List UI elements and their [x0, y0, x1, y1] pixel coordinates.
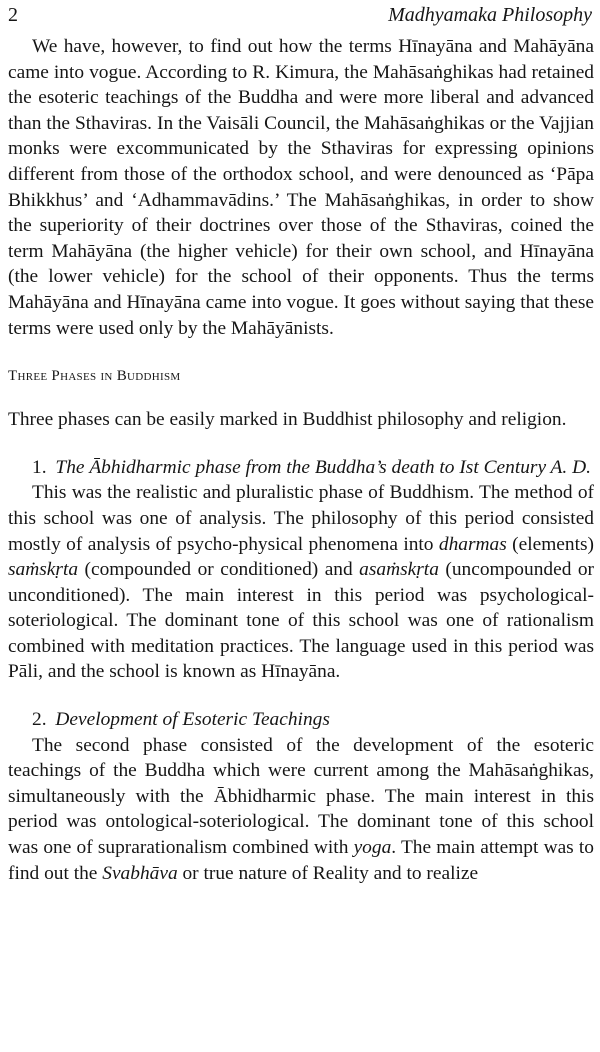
phase-2-heading [8, 707, 594, 733]
term-dharmas: dharmas [438, 533, 507, 555]
phase-2-paragraph [8, 733, 594, 887]
section-heading: Three Phases in Buddhism [8, 368, 181, 385]
term-asamskrta: asaṁskṛta [359, 559, 439, 581]
page-number: 2 [8, 4, 18, 26]
term-svabhava: Svabhāva [102, 862, 178, 884]
term-samskrta: saṁskṛta [8, 559, 79, 581]
phase-1-number: 1. [32, 456, 47, 478]
running-title: Madhyamaka Philosophy [388, 4, 592, 26]
phase-1-text-c: (compounded or conditioned) and [78, 559, 360, 581]
intro-paragraph: We have, however, to find out how the terms Hīnayāna and Mahāyāna came into vogue. According to R. Kimura, the Mahāsaṅghikas had retained the esoteric teachings of the Buddha and were more liberal and advanced than the Sthaviras. In the Vaisāli Council, the Mahāsaṅghikas or the Vajjian monks were excommunicated by the Sthaviras for expressing opinions different from those of the orthodox school, and were denounced as ‘Pāpa Bhikkhus’ and ‘Adhammavādins.’ The Mahāsaṅghikas, in order to show the superiority of their doctrines over those of the Sthaviras, coined the term Mahāyāna (the higher vehicle) for their own school, and Hīnayāna (the lower vehicle) for the school of their opponents. Thus the terms Mahāyāna and Hīnayāna came into vogue. It goes without saying that these terms were used only by the Mahāyānists. [8, 36, 594, 339]
phase-1-text-b: (elements) [506, 533, 594, 555]
phase-2-text-b: . The main attempt was to find out the [8, 837, 594, 884]
phase-2-title: Development of Esoteric Teachings [55, 709, 330, 731]
phase-2-text-c: or true nature of Reality and to realize [177, 862, 479, 884]
phase-1-text-a: This was the realistic and pluralistic phase of Buddhism. The method of this school was one of analysis. The philosophy of this period consisted mostly of analysis of psycho-physical phenomena into [8, 482, 594, 555]
phase-1-title: The Ābhidharmic phase from the Buddha’s death to Ist Century A. D. [55, 456, 591, 478]
term-yoga: yoga [353, 837, 392, 859]
phase-2-text-a: The second phase consisted of the development of the esoteric teachings of the Buddha which were current among the Mahāsaṅghikas, simultaneously with the Ābhidharmic phase. The main interest in this period was ontological-soteriological. The dominant tone of this school was one of suprarationalism combined with [8, 734, 594, 859]
section-intro-paragraph: Three phases can be easily marked in Buddhist philosophy and religion. [8, 409, 567, 431]
running-head [8, 0, 594, 32]
phase-2-number: 2. [32, 709, 47, 731]
phase-1-heading [8, 455, 594, 481]
phase-1-paragraph [8, 480, 594, 685]
phase-1-text-d: (uncompounded or unconditioned). The main interest in this period was psychological-soteriological. The dominant tone of this school was one of rationalism combined with meditation practices. The language used in this period was Pāli, and the school is known as Hīnayāna. [8, 559, 595, 683]
